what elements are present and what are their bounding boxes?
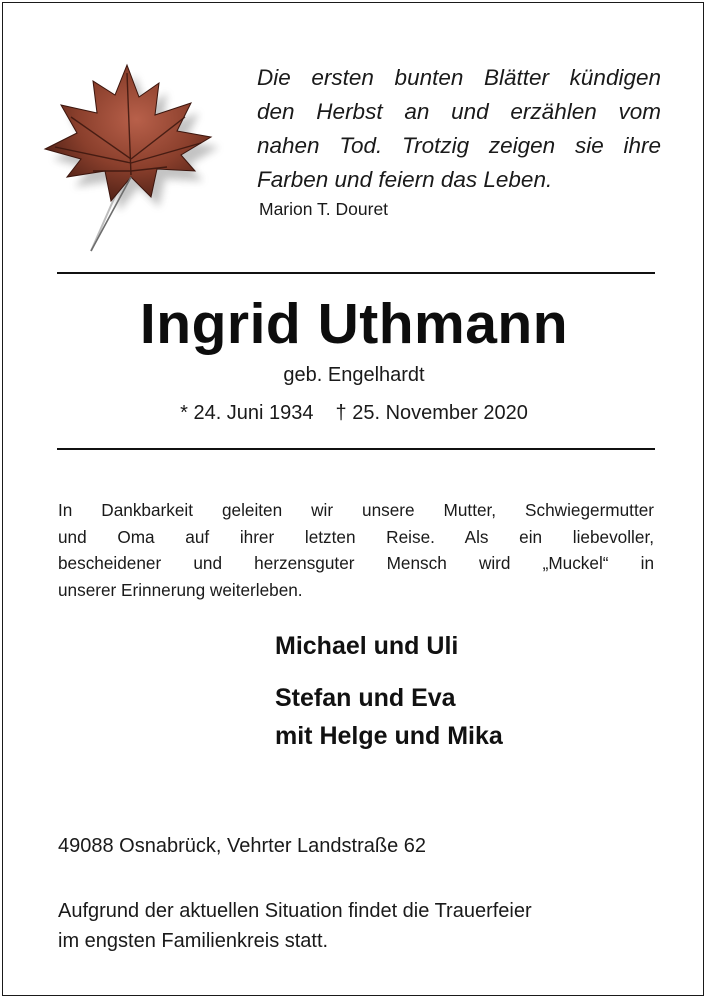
notice-line: im engsten Familienkreis statt. bbox=[58, 930, 329, 952]
family-signatures bbox=[275, 627, 503, 755]
divider-top bbox=[57, 272, 655, 274]
divider-bottom bbox=[57, 448, 655, 450]
life-dates bbox=[3, 402, 705, 425]
notice-line: Aufgrund der aktuellen Situation findet die Trauerfeier bbox=[58, 900, 532, 922]
poem-author: Marion T. Douret bbox=[259, 199, 389, 219]
deceased-name: Ingrid Uthmann bbox=[139, 292, 569, 356]
thanks-paragraph bbox=[58, 497, 654, 603]
poem bbox=[257, 61, 661, 197]
thanks-line: und Oma auf ihrer letzten Reise. Als ein liebevoller, bbox=[58, 526, 654, 547]
family-member: Stefan und Eva bbox=[275, 684, 456, 712]
family-member: Michael und Uli bbox=[275, 632, 459, 660]
death-date: † 25. November 2020 bbox=[335, 402, 528, 424]
thanks-line: bescheidener und herzensguter Mensch wird „Muckel“ in bbox=[58, 553, 654, 573]
poem-line: nahen Tod. Trotzig zeigen sie ihre bbox=[257, 133, 661, 158]
maple-leaf-icon bbox=[31, 59, 227, 259]
family-member: mit Helge und Mika bbox=[275, 722, 503, 750]
poem-line: Die ersten bunten Blätter kündigen bbox=[257, 65, 661, 90]
poem-line: Farben und feiern das Leben. bbox=[257, 167, 553, 192]
address: 49088 Osnabrück, Vehrter Landstraße 62 bbox=[58, 835, 427, 857]
birth-name: geb. Engelhardt bbox=[283, 364, 425, 386]
birth-date: * 24. Juni 1934 bbox=[180, 402, 314, 424]
poem-line: den Herbst an und erzählen vom bbox=[257, 99, 661, 124]
thanks-line: unserer Erinnerung weiterleben. bbox=[58, 579, 303, 600]
obituary-notice bbox=[2, 2, 704, 996]
funeral-notice bbox=[58, 896, 532, 956]
thanks-line: In Dankbarkeit geleiten wir unsere Mutter, Schwiegermutter bbox=[58, 500, 654, 520]
